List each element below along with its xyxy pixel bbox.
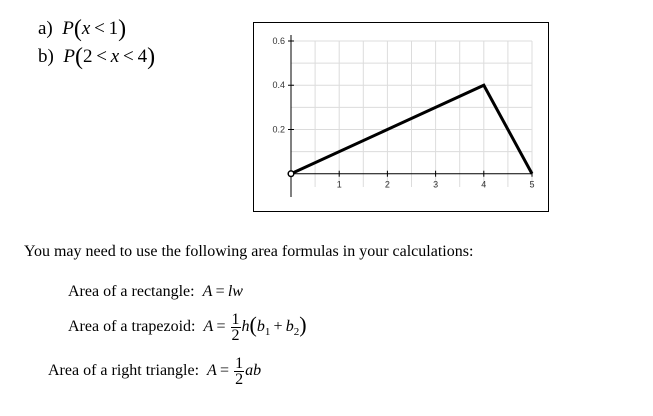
chart-tick-labels bbox=[272, 36, 534, 190]
density-chart bbox=[254, 23, 550, 213]
y-tick-label: 0.2 bbox=[272, 124, 285, 135]
triangle-fraction-denominator: 2 bbox=[235, 371, 244, 388]
triangle-fraction-numerator: 1 bbox=[235, 355, 244, 372]
trapezoid-fraction-numerator: 1 bbox=[231, 311, 240, 328]
question-b-label: b) bbox=[38, 46, 54, 67]
triangle-formula bbox=[48, 356, 261, 387]
y-tick-label: 0.6 bbox=[272, 36, 285, 46]
trapezoid-formula-equals: = bbox=[216, 318, 226, 336]
x-tick-label: 5 bbox=[529, 179, 535, 190]
trapezoid-formula-label: Area of a trapezoid: bbox=[68, 318, 196, 336]
triangle-formula-label: Area of a right triangle: bbox=[48, 362, 200, 380]
x-tick-label: 2 bbox=[384, 179, 390, 190]
trapezoid-formula-fraction bbox=[231, 312, 241, 343]
question-a-function: P bbox=[62, 18, 74, 39]
question-b-lower-bound: 2 bbox=[82, 46, 93, 67]
triangle-formula-lhs: A bbox=[207, 362, 217, 380]
trapezoid-formula-b1: b bbox=[256, 318, 265, 336]
trapezoid-formula-b2: b bbox=[285, 318, 294, 336]
trapezoid-formula-height: h bbox=[241, 318, 250, 336]
trapezoid-formula-b2-subscript: 2 bbox=[293, 326, 300, 339]
question-a-variable: x bbox=[81, 18, 91, 39]
x-tick-label: 3 bbox=[433, 179, 439, 190]
chart-series bbox=[288, 85, 532, 176]
rectangle-formula-lhs: A bbox=[202, 283, 213, 300]
trapezoid-formula-plus: + bbox=[273, 318, 283, 336]
question-a-bound: 1 bbox=[108, 18, 119, 39]
question-b-variable: x bbox=[110, 46, 120, 67]
origin-point bbox=[288, 171, 294, 177]
rectangle-formula-label: Area of a rectangle: bbox=[68, 283, 195, 300]
triangle-formula-rhs: ab bbox=[245, 362, 262, 380]
question-a-label: a) bbox=[38, 18, 53, 39]
y-tick-label: 0.4 bbox=[272, 80, 285, 91]
question-b-operator-2: < bbox=[123, 46, 134, 67]
instruction-text: You may need to use the following area formulas in your calculations: bbox=[24, 243, 474, 260]
triangle-formula-equals: = bbox=[220, 362, 230, 380]
rectangle-formula-equals: = bbox=[215, 283, 225, 300]
trapezoid-formula: Area of a trapezoid: A = $\frac{1}{2}$ $h(b_1 + b_2)$ bbox=[68, 311, 307, 344]
chart-frame bbox=[253, 22, 549, 212]
triangle-formula-fraction bbox=[234, 356, 244, 387]
question-a: a) P(x < 1) bbox=[38, 16, 127, 42]
x-tick-label: 1 bbox=[336, 179, 342, 190]
trapezoid-formula-lhs: A bbox=[203, 318, 214, 336]
question-b-upper-bound: 4 bbox=[137, 46, 148, 67]
question-a-operator: < bbox=[94, 18, 105, 39]
chart-grid bbox=[291, 41, 532, 187]
x-tick-label: 4 bbox=[481, 179, 487, 190]
question-b-function: P bbox=[63, 46, 75, 67]
question-b: b) P(2 < x < 4) bbox=[38, 44, 156, 70]
rectangle-formula-rhs: lw bbox=[227, 283, 243, 300]
trapezoid-fraction-denominator: 2 bbox=[231, 327, 240, 344]
question-b-operator-1: < bbox=[96, 46, 107, 67]
rectangle-formula bbox=[68, 283, 243, 301]
trapezoid-formula-b1-subscript: 1 bbox=[264, 326, 271, 339]
